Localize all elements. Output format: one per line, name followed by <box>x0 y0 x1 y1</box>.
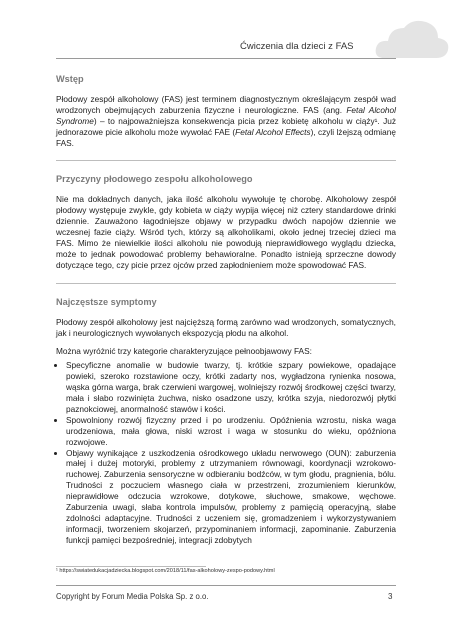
page-number: 3 <box>388 592 393 601</box>
running-header: Ćwiczenia dla dzieci z FAS <box>240 41 354 52</box>
paragraph: Nie ma dokładnych danych, jaka ilość alkoholu wywołuje tę chorobę. Alkoholowy zespół płodowy występuje zwykle, gdy kobieta w ciąży wypija więcej niż cztery standardowe drinki dziennie. Zauważono łagodniejsze objawy w przypadku dwóch napojów dziennie we wczesnej fazie ciąży. Wśród tych, którzy są alkoholikami, około jednej trzeciej dzieci ma FAS. Mimo że niewielkie ilości alkoholu nie powodują nieprawidłowego wyglądu dziecka, może to jednak powodować problemy behawioralne. Ponadto istnieją sprzeczne dowody dotyczące tego, czy picie przez ojców przed zapłodnieniem może spowodować FAS. <box>56 194 396 270</box>
cloud-icon <box>374 14 450 60</box>
list-item: • Spowolniony rozwój fizyczny przed i po urodzeniu. Opóźnienia wzrostu, niska waga urodzeniowa, mała głowa, niski wzrost i waga w stosunku do wieku, opóźniona rozwojowe. <box>66 415 396 448</box>
section-heading: Wstęp <box>56 74 84 84</box>
symptom-list <box>56 360 396 545</box>
section-divider <box>56 283 396 284</box>
list-item: • Specyficzne anomalie w budowie twarzy, tj. krótkie szpary powiekowe, opadające powieki, szeroko rozstawione oczy, krótki zadarty nos, wygładzona rynienka nosowa, wąska górna warga, brak czerwieni wargowej, wolniejszy rozwój środkowej części twarzy, mała i słabo rozwinięta żuchwa, nisko osadzone uszy, krótka szyja, niedorozwój płytki paznokciowej, anormalność stawów i kości. <box>66 360 396 415</box>
section-heading: Najczęstsze symptomy <box>56 296 157 307</box>
main-content <box>56 74 396 546</box>
paragraph: Płodowy zespół alkoholowy (FAS) jest terminem diagnostycznym określającym zespół wad wrodzonych obejmujących zaburzenia fizyczne i neurologiczne. FAS (ang. Fetal Alcohol Syndrome) – to najpoważniejsza konsekwencja picia przez kobietę alkoholu w ciąży¹. Już jednorazowe picie alkoholu może wywołać FAE (Fetal Alcohol Effects), czyli lżejszą odmianę FAS. <box>56 93 397 148</box>
section-divider <box>56 160 396 161</box>
paragraph: Można wyróżnić trzy kategorie charakteryzujące pełnoobjawowy FAS: <box>56 346 312 357</box>
header-divider <box>56 58 396 59</box>
footnote-divider <box>56 566 206 567</box>
footer-divider <box>56 585 396 586</box>
section-heading: Przyczyny płodowego zespołu alkoholowego <box>56 174 253 185</box>
footnote: ¹ https://swiatedukacjadziecka.blogspot.com/2018/11/fas-alkoholowy-zespo-podowy.html <box>56 568 275 574</box>
paragraph: Płodowy zespół alkoholowy jest najcięższą formą zarówno wad wrodzonych, somatycznych, jak i neurologicznych wywołanych ekspozycją płodu na alkohol. <box>56 316 396 338</box>
list-item: • Objawy wynikające z uszkodzenia ośrodkowego układu nerwowego (OUN): zaburzenia małej i dużej motoryki, problemy z utrzymaniem równowagi, koordynacji wzrokowo-ruchowej. Zaburzenia sensoryczne w odbieraniu bodźców, w tym głodu, pragnienia, bólu. Trudności z poczuciem własnego ciała w przestrzeni, zrozumieniem kierunków, nieprawidłowe odczucia wzrokowe, dotykowe, słuchowe, smakowe, węchowe. Zaburzenia uwagi, słaba kontrola impulsów, problemy z pamięcią operacyjną, słabe zdolności adaptacyjne. Trudności z uczeniem się, gromadzeniem i wykorzystywaniem informacji, tworzeniem skojarzeń, przypominaniem informacji, zapominanie. Zaburzenia funkcji pamięci bezpośredniej, integracji zdobytych <box>66 448 396 546</box>
copyright: Copyright by Forum Media Polska Sp. z o.o. <box>56 592 209 601</box>
